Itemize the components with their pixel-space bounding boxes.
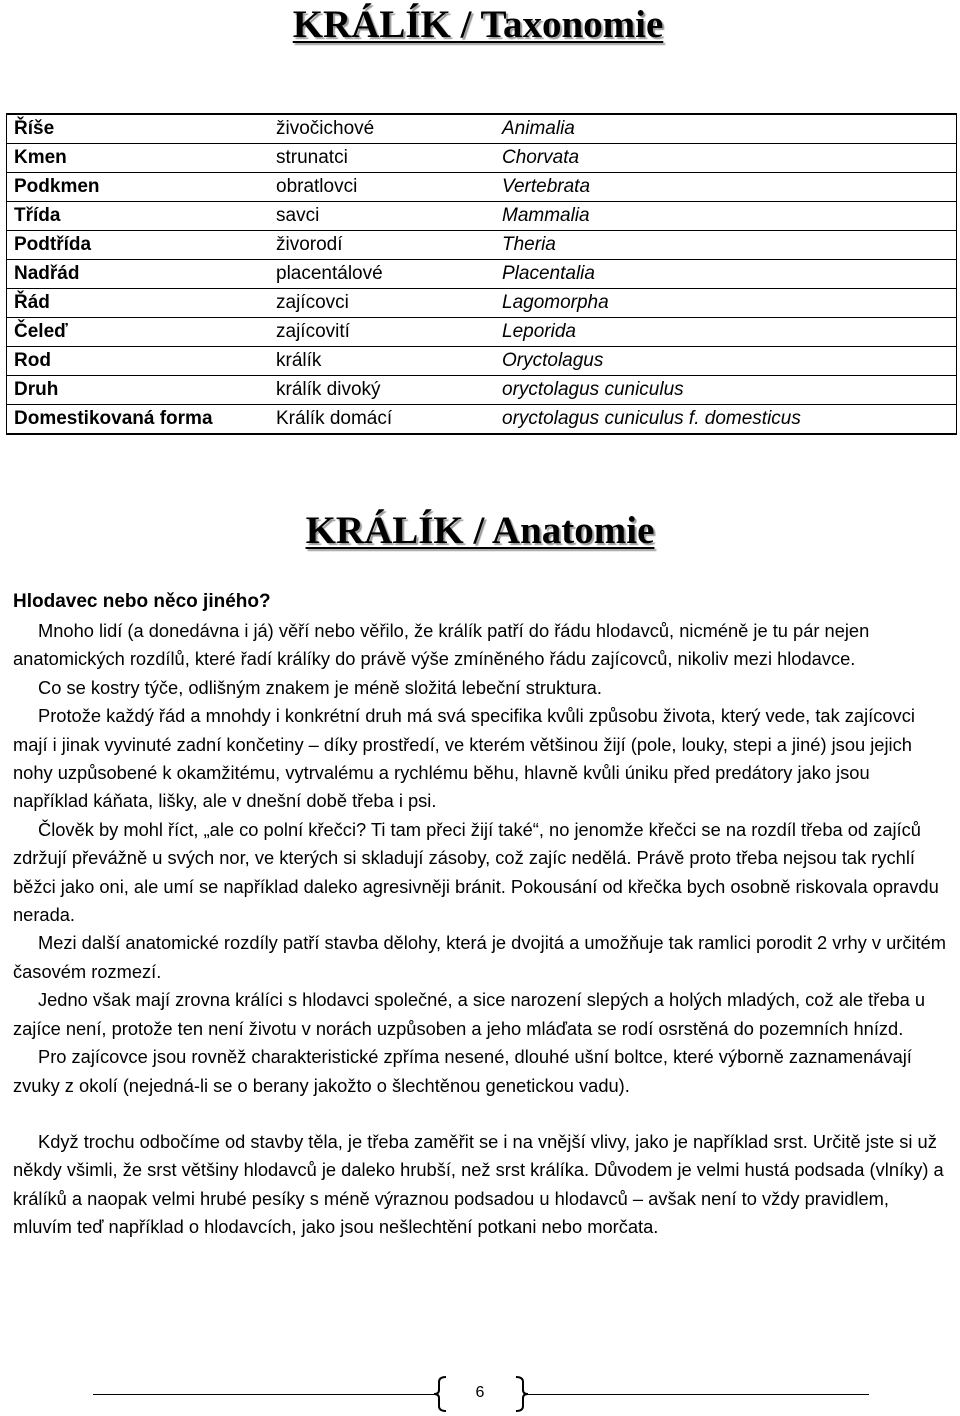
taxonomy-czech-cell: živočichové bbox=[269, 114, 495, 144]
taxonomy-rank-cell: Třída bbox=[7, 202, 270, 231]
left-brace-icon bbox=[432, 1376, 448, 1412]
paragraph: Člověk by mohl říct, „ale co polní křečci? Ti tam přeci žijí také“, no jenomže křečci se na rozdíl třeba od zajíců zdržují převážně u svých nor, ve kterých si skladují zásoby, což zajíc nedělá. Právě proto třeba nejsou tak rychlí běžci jako oni, ale umí se například daleko agresivněji bránit. Pokousání od křečka bych osobně riskovala opravdu nerada. bbox=[13, 818, 939, 926]
table-row bbox=[7, 231, 957, 260]
paragraph: Mezi další anatomické rozdíly patří stavba dělohy, která je dvojitá a umožňuje tak ramlici porodit 2 vrhy v určitém časovém rozmezí. bbox=[13, 932, 947, 982]
table-row bbox=[7, 405, 957, 435]
footer-line-right bbox=[527, 1394, 869, 1395]
table-row bbox=[7, 289, 957, 318]
page-number: 6 bbox=[475, 1384, 485, 1401]
taxonomy-latin-cell: Animalia bbox=[495, 114, 957, 144]
table-row bbox=[7, 173, 957, 202]
taxonomy-czech-cell: králík bbox=[269, 347, 495, 376]
taxonomy-rank-cell: Kmen bbox=[7, 144, 270, 173]
paragraph: Když trochu odbočíme od stavby těla, je třeba zaměřit se i na vnější vlivy, jako je například srst. Určitě jste si už někdy všimli, že srst většiny hlodavců je daleko hrubší, než srst králíka. Důvodem je velmi hustá podsada (vlníky) a králíků a naopak velmi hrubé pesíky s méně výraznou podsadou u hlodavců – avšak není to vždy pravidlem, mluvím teď například o hlodavcích, jako jsou nešlechtění potkani nebo morčata. bbox=[13, 1130, 944, 1238]
taxonomy-czech-cell: Králík domácí bbox=[269, 405, 495, 435]
taxonomy-title: KRÁLÍK / Taxonomie bbox=[292, 3, 664, 46]
taxonomy-latin-cell: Placentalia bbox=[495, 260, 957, 289]
taxonomy-latin-cell: Oryctolagus bbox=[495, 347, 957, 376]
taxonomy-czech-cell: zajícovití bbox=[269, 318, 495, 347]
table-row bbox=[7, 202, 957, 231]
taxonomy-czech-cell: strunatci bbox=[269, 144, 495, 173]
paragraph: Protože každý řád a mnohdy i konkrétní druh má svá specifika kvůli způsobu života, který vede, tak zajícovci mají i jinak vyvinuté zadní končetiny – díky prostředí, ve kterém většinou žijí (pole, louky, stepi a jiné) jsou jejich nohy uzpůsobené k okamžitému, vytrvalému a rychlému běhu, hlavně kvůli úniku před predátory jako jsou například káňata, lišky, ale v dnešní době třeba i psi. bbox=[13, 705, 915, 812]
taxonomy-rank-cell: Nadřád bbox=[7, 260, 270, 289]
taxonomy-czech-cell: obratlovci bbox=[269, 173, 495, 202]
taxonomy-table bbox=[6, 113, 957, 435]
taxonomy-latin-cell: Chorvata bbox=[495, 144, 957, 173]
taxonomy-czech-cell: zajícovci bbox=[269, 289, 495, 318]
taxonomy-czech-cell: králík divoký bbox=[269, 376, 495, 405]
taxonomy-rank-cell: Řád bbox=[7, 289, 270, 318]
table-row bbox=[7, 318, 957, 347]
taxonomy-rank-cell: Podkmen bbox=[7, 173, 270, 202]
table-row bbox=[7, 260, 957, 289]
taxonomy-rank-cell: Říše bbox=[7, 114, 270, 144]
taxonomy-latin-cell: oryctolagus cuniculus f. domesticus bbox=[495, 405, 957, 435]
paragraph: Pro zajícovce jsou rovněž charakteristické zpříma nesené, dlouhé ušní boltce, které výborně zaznamenávají zvuky z okolí (nejedná-li se o berany jakožto o šlechtěnou genetickou vadu). bbox=[13, 1046, 912, 1096]
taxonomy-czech-cell: savci bbox=[269, 202, 495, 231]
anatomy-subheading: Hlodavec nebo něco jiného? bbox=[13, 591, 271, 612]
anatomy-title: KRÁLÍK / Anatomie bbox=[305, 509, 655, 552]
taxonomy-rank-cell: Druh bbox=[7, 376, 270, 405]
taxonomy-rank-cell: Rod bbox=[7, 347, 270, 376]
paragraph: Jedno však mají zrovna králíci s hlodavci společné, a sice narození slepých a holých mladých, což ale třeba u zajíce není, protože ten není životu v norách uzpůsoben a jeho mláďata se rodí osrstěná do pozemních hnízd. bbox=[13, 989, 926, 1039]
taxonomy-latin-cell: Theria bbox=[495, 231, 957, 260]
table-row bbox=[7, 114, 957, 144]
table-row bbox=[7, 347, 957, 376]
table-row bbox=[7, 376, 957, 405]
taxonomy-latin-cell: Leporida bbox=[495, 318, 957, 347]
paragraph: Mnoho lidí (a donedávna i já) věří nebo věřilo, že králík patří do řádu hlodavců, nicméně je tu pár nejen anatomických rozdílů, které řadí králíky do právě výše zmíněného řádu zajícovců, nikoliv mezi hlodavce. bbox=[13, 620, 870, 670]
table-row bbox=[7, 144, 957, 173]
taxonomy-latin-cell: Mammalia bbox=[495, 202, 957, 231]
page-footer bbox=[0, 1370, 960, 1416]
taxonomy-rank-cell: Podtřída bbox=[7, 231, 270, 260]
paragraph: Co se kostry týče, odlišným znakem je méně složitá lebeční struktura. bbox=[38, 676, 602, 698]
anatomy-text bbox=[13, 617, 948, 1242]
taxonomy-latin-cell: oryctolagus cuniculus bbox=[495, 376, 957, 405]
taxonomy-czech-cell: placentálové bbox=[269, 260, 495, 289]
taxonomy-latin-cell: Vertebrata bbox=[495, 173, 957, 202]
taxonomy-rank-cell: Domestikovaná forma bbox=[7, 405, 270, 435]
footer-line-left bbox=[93, 1394, 436, 1395]
taxonomy-rank-cell: Čeleď bbox=[7, 318, 270, 347]
taxonomy-latin-cell: Lagomorpha bbox=[495, 289, 957, 318]
taxonomy-czech-cell: živorodí bbox=[269, 231, 495, 260]
